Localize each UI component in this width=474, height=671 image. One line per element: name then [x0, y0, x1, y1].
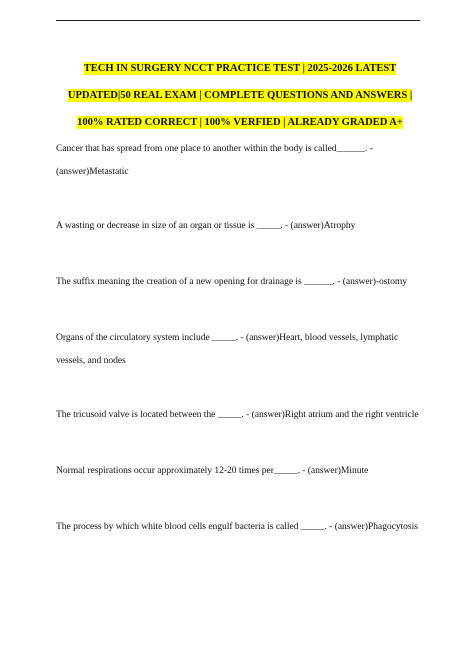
qa-item-4: Organs of the circulatory system include _____. - (answer)Heart, blood vessels, lymphatic vessels, and nodes: [56, 332, 399, 366]
qa-item-2: A wasting or decrease in size of an organ or tissue is _____. - (answer)Atrophy: [56, 220, 356, 231]
top-divider: [56, 20, 420, 21]
qa-item-5: The tricusoid valve is located between the _____. - (answer)Right atrium and the right ventricle: [56, 409, 419, 420]
qa-item-7: The process by which white blood cells engulf bacteria is called _____. - (answer)Phagocytosis: [56, 521, 418, 532]
qa-item-1: Cancer that has spread from one place to another within the body is called______. - (answer)Metastatic: [56, 143, 373, 177]
document-title: [56, 55, 424, 136]
document-title-text: TECH IN SURGERY NCCT PRACTICE TEST | 2025-2026 LATEST UPDATED|50 REAL EXAM | COMPLETE QUESTIONS AND ANSWERS | 100% RATED CORRECT | 100% VERFIED | ALREADY GRADED A+: [67, 63, 413, 128]
qa-item-3: The suffix meaning the creation of a new opening for drainage is ______. - (answer)-ostomy: [56, 276, 407, 287]
qa-item-6: Normal respirations occur approximately 12-20 times per_____. - (answer)Minute: [56, 465, 369, 476]
